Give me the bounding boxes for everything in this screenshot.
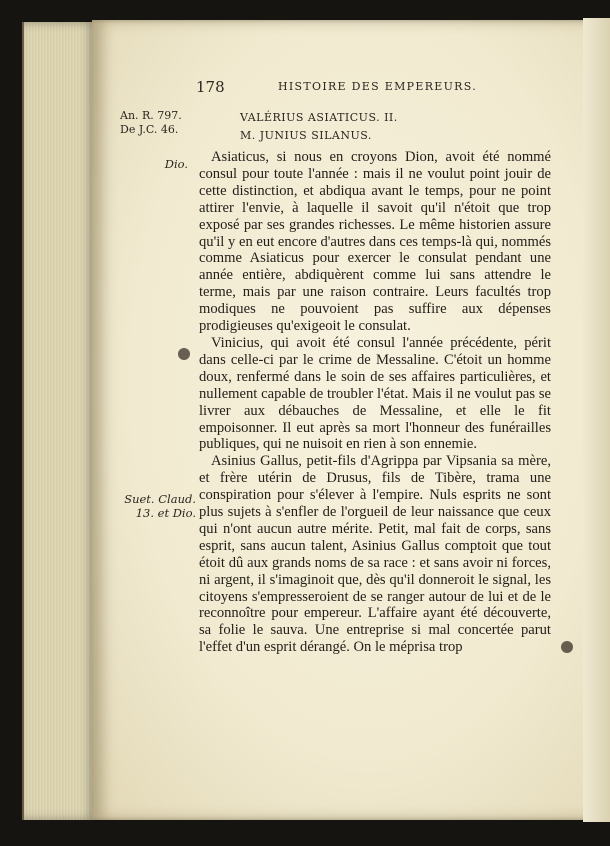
margin-note-line: Suet. Claud.	[124, 492, 196, 506]
page-number: 178	[196, 78, 225, 96]
running-title: HISTOIRE DES EMPEREURS.	[278, 80, 477, 93]
paragraph: Asinius Gallus, petit-fils d'Agrippa par Vipsania sa mère, et frère utérin de Drusus, fils de Tibère, trama une conspiration pour s'élever à l'empire. Nuls esprits ne sont plus sujets à s'enfler de l'orgueil de leur naissance que ceux qui n'ont aucun autre mérite. Petit, mal fait de corps, sans esprit, sans aucun talent, Asinius Gallus comptoit que tout étoit dû aux grands noms de sa race : et sans avoir ni forces, ni argent, il s'imaginoit que, dès qu'il donneroit le signal, les citoyens s'empresseroient de se ranger autour de lui et de le reconnoître pour empereur. L'affaire ayant été découverte, sa folie le sauva. Une entreprise si mal concertée parut l'effet d'un esprit dérangé. On le méprisa trop	[199, 453, 551, 656]
paragraph: Asiaticus, si nous en croyons Dion, avoit été nommé consul pour toute l'année : mais il ne voulut point jouir de cette distinction, et abdiqua avant le temps, pour ne point attirer l'envie, à laquelle il savoit qu'il n'étoit que trop exposé par ses grandes richesses. Le même historien assure qu'il y en eut encore d'autres dans ces temps-là qui, nommés comme Asiaticus pour exercer le consulat pendant une année entière, abdiquèrent comme lui sans attendre le terme, mais par une raison contraire. Leurs facultés trop modiques ne pouvoient pas suffire aux dépenses prodigieuses qu'exigeoit le consulat.	[199, 149, 551, 335]
year-marginalia	[120, 109, 182, 137]
consul-line-2: M. JUNIUS SILANUS.	[240, 129, 372, 142]
facing-page-edge	[583, 18, 610, 822]
year-de-jc: De J.C. 46.	[120, 123, 179, 136]
paper-blemish	[561, 641, 573, 653]
running-header	[0, 78, 610, 98]
page-stack-edge	[22, 22, 96, 820]
body-text	[199, 149, 551, 656]
year-an-r: An. R. 797.	[120, 109, 182, 122]
margin-note-dio: Dio.	[164, 157, 188, 171]
consul-line-1: VALÉRIUS ASIATICUS. II.	[240, 111, 398, 124]
paragraph: Vinicius, qui avoit été consul l'année précédente, périt dans celle-ci par le crime de Messaline. C'étoit un homme doux, renfermé dans le soin de ses affaires particulières, et nullement capable de troubler l'état. Mais il ne voulut pas se livrer aux débauches de Messaline, et elle le fit empoisonner. Il eut après sa mort l'honneur des funérailles publiques, qui ne nuisoit en rien à son ennemie.	[199, 334, 551, 453]
consuls-heading	[240, 109, 398, 145]
margin-note-suetonius	[110, 492, 196, 520]
margin-note-line: 13. et Dio.	[135, 506, 196, 520]
paper-blemish	[178, 348, 190, 360]
